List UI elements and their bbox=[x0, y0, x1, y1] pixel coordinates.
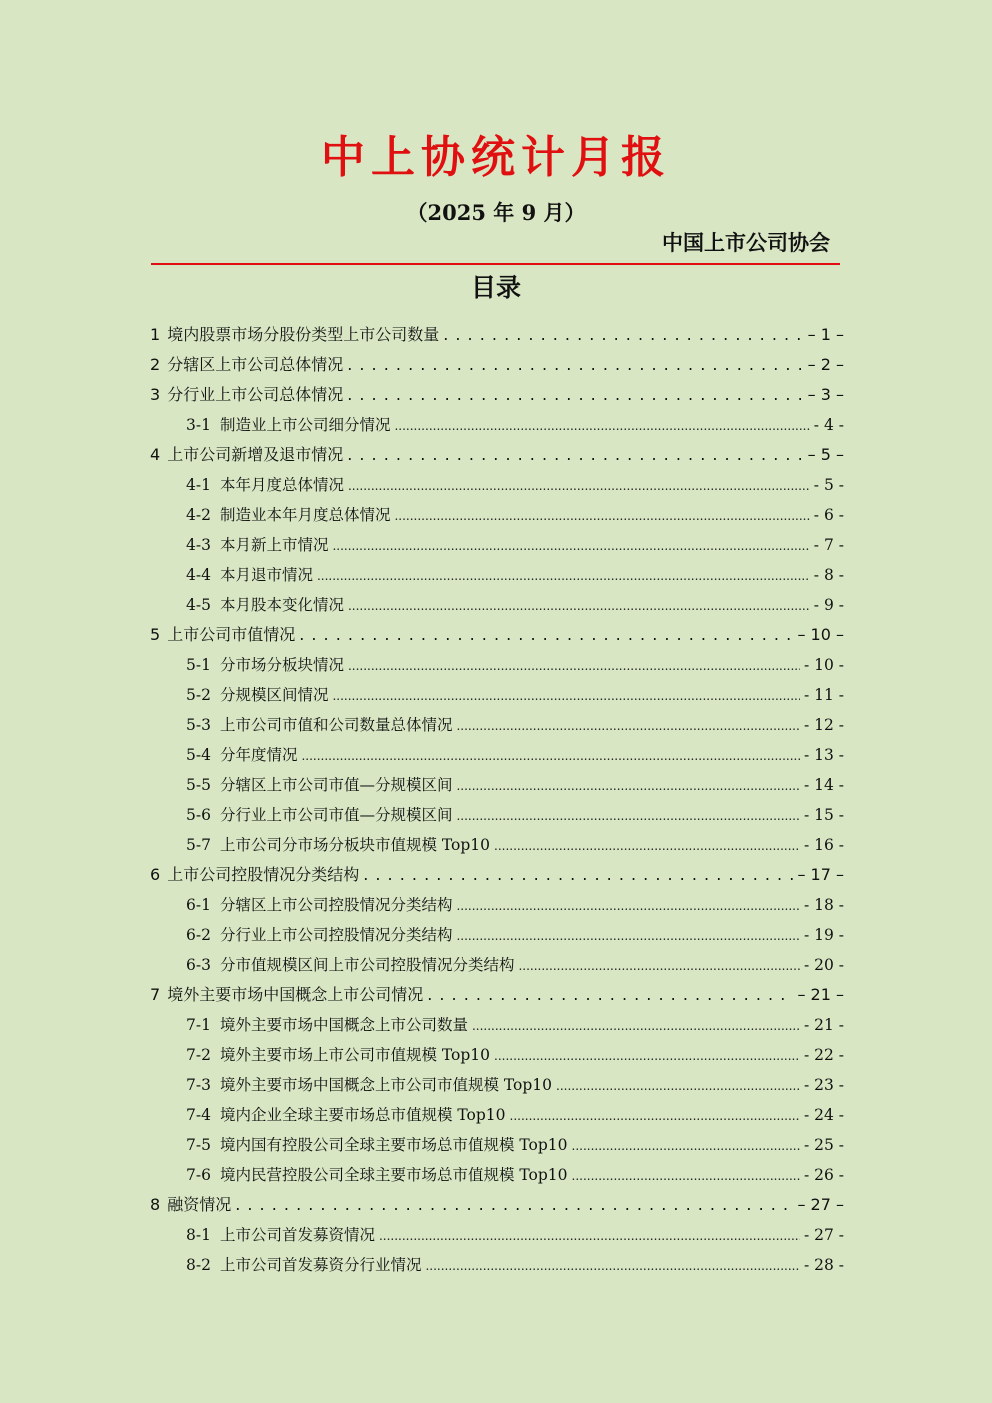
toc-entry-number: 7-2 bbox=[186, 1046, 211, 1064]
header-divider bbox=[151, 263, 840, 265]
toc-subsection-entry[interactable] bbox=[150, 800, 844, 830]
toc-entry-number: 5 bbox=[150, 625, 161, 644]
toc-entry-number: 4-1 bbox=[186, 476, 211, 494]
toc-page-number: - 4 - bbox=[813, 416, 844, 434]
toc-entry-title: 境外主要市场中国概念上市公司情况 bbox=[167, 985, 424, 1004]
toc-entry-title: 上市公司分市场分板块市值规模 Top10 bbox=[219, 836, 491, 854]
toc-entry-title: 本月退市情况 bbox=[219, 566, 313, 584]
toc-dot-leader bbox=[443, 320, 803, 350]
toc-dot-leader bbox=[456, 800, 799, 831]
toc-dot-leader bbox=[347, 350, 803, 380]
toc-dot-leader bbox=[425, 1250, 799, 1281]
toc-entry-title: 上市公司首发募资情况 bbox=[219, 1226, 375, 1244]
toc-dot-leader bbox=[456, 770, 799, 801]
toc-page-number: - 22 - bbox=[803, 1046, 844, 1064]
toc-subsection-entry[interactable] bbox=[150, 770, 844, 800]
toc-subsection-entry[interactable] bbox=[150, 410, 844, 440]
toc-page-number: - 7 - bbox=[813, 536, 844, 554]
toc-entry-title: 分辖区上市公司市值—分规模区间 bbox=[219, 776, 453, 794]
toc-entry-number: 5-4 bbox=[186, 746, 211, 764]
toc-page-number: - 24 - bbox=[803, 1106, 844, 1124]
toc-subsection-entry[interactable] bbox=[150, 470, 844, 500]
toc-entry-title: 分行业上市公司控股情况分类结构 bbox=[219, 926, 453, 944]
toc-entry-title: 上市公司新增及退市情况 bbox=[167, 445, 344, 464]
toc-subsection-entry[interactable] bbox=[150, 680, 844, 710]
toc-dot-leader bbox=[518, 950, 799, 981]
toc-dot-leader bbox=[347, 380, 803, 410]
toc-page-number: - 23 - bbox=[803, 1076, 844, 1094]
toc-entry-title: 分市场分板块情况 bbox=[219, 656, 344, 674]
toc-subsection-entry[interactable] bbox=[150, 890, 844, 920]
toc-section-entry[interactable] bbox=[150, 350, 844, 380]
toc-subsection-entry[interactable] bbox=[150, 1100, 844, 1130]
toc-entry-number: 5-6 bbox=[186, 806, 211, 824]
toc-entry-number: 8-2 bbox=[186, 1256, 211, 1274]
toc-dot-leader bbox=[494, 830, 800, 861]
toc-page-number: – 21 – bbox=[797, 985, 844, 1004]
toc-dot-leader bbox=[299, 620, 793, 650]
toc-entry-number: 5-3 bbox=[186, 716, 211, 734]
toc-dot-leader bbox=[347, 440, 803, 470]
toc-entry-title: 融资情况 bbox=[167, 1195, 232, 1214]
toc-subsection-entry[interactable] bbox=[150, 830, 844, 860]
toc-page-number: – 10 – bbox=[797, 625, 844, 644]
toc-page-number: - 16 - bbox=[803, 836, 844, 854]
toc-entry-number: 5-1 bbox=[186, 656, 211, 674]
toc-page-number: - 21 - bbox=[803, 1016, 844, 1034]
toc-dot-leader bbox=[494, 1040, 800, 1071]
toc-dot-leader bbox=[348, 650, 800, 681]
toc-entry-number: 7-3 bbox=[186, 1076, 211, 1094]
toc-entry-title: 境内民营控股公司全球主要市场总市值规模 Top10 bbox=[219, 1166, 568, 1184]
toc-subsection-entry[interactable] bbox=[150, 1250, 844, 1280]
toc-entry-number: 4-5 bbox=[186, 596, 211, 614]
toc-entry-title: 分规模区间情况 bbox=[219, 686, 329, 704]
toc-entry-number: 3 bbox=[150, 385, 161, 404]
toc-entry-title: 分行业上市公司总体情况 bbox=[167, 385, 344, 404]
toc-dot-leader bbox=[348, 470, 810, 501]
toc-entry-number: 8 bbox=[150, 1195, 161, 1214]
toc-dot-leader bbox=[510, 1100, 800, 1131]
toc-dot-leader bbox=[456, 920, 799, 951]
toc-page-number: - 15 - bbox=[803, 806, 844, 824]
toc-entry-number: 4-3 bbox=[186, 536, 211, 554]
toc-subsection-entry[interactable] bbox=[150, 500, 844, 530]
toc-entry-title: 分辖区上市公司总体情况 bbox=[167, 355, 344, 374]
toc-subsection-entry[interactable] bbox=[150, 1130, 844, 1160]
toc-entry-number: 8-1 bbox=[186, 1226, 211, 1244]
toc-entry-title: 境内国有控股公司全球主要市场总市值规模 Top10 bbox=[219, 1136, 568, 1154]
toc-dot-leader bbox=[394, 500, 809, 531]
toc-subsection-entry[interactable] bbox=[150, 1010, 844, 1040]
toc-entry-number: 5-7 bbox=[186, 836, 211, 854]
toc-subsection-entry[interactable] bbox=[150, 920, 844, 950]
toc-subsection-entry[interactable] bbox=[150, 710, 844, 740]
toc-page-number: - 20 - bbox=[803, 956, 844, 974]
toc-entry-number: 3-1 bbox=[186, 416, 211, 434]
table-of-contents bbox=[150, 320, 844, 1280]
toc-entry-number: 6-3 bbox=[186, 956, 211, 974]
toc-page-number: - 10 - bbox=[803, 656, 844, 674]
toc-entry-title: 本年月度总体情况 bbox=[219, 476, 344, 494]
toc-heading: 目录 bbox=[470, 273, 521, 302]
toc-page-number: - 28 - bbox=[803, 1256, 844, 1274]
toc-entry-title: 上市公司市值和公司数量总体情况 bbox=[219, 716, 453, 734]
toc-entry-number: 7-6 bbox=[186, 1166, 211, 1184]
report-period: （2025 年 9 月） bbox=[406, 200, 586, 225]
report-title: 中上协统计月报 bbox=[321, 132, 671, 183]
toc-subsection-entry[interactable] bbox=[150, 950, 844, 980]
toc-entry-title: 制造业上市公司细分情况 bbox=[219, 416, 391, 434]
toc-entry-title: 境内股票市场分股份类型上市公司数量 bbox=[167, 325, 440, 344]
toc-page-number: - 6 - bbox=[813, 506, 844, 524]
toc-subsection-entry[interactable] bbox=[150, 650, 844, 680]
toc-page-number: - 9 - bbox=[813, 596, 844, 614]
toc-dot-leader bbox=[427, 980, 793, 1010]
toc-entry-title: 本月新上市情况 bbox=[219, 536, 329, 554]
toc-page-number: - 14 - bbox=[803, 776, 844, 794]
toc-entry-title: 分辖区上市公司控股情况分类结构 bbox=[219, 896, 453, 914]
toc-entry-number: 7 bbox=[150, 985, 161, 1004]
toc-page-number: – 5 – bbox=[807, 445, 844, 464]
toc-section-entry[interactable] bbox=[150, 440, 844, 470]
toc-entry-number: 1 bbox=[150, 325, 161, 344]
toc-subsection-entry[interactable] bbox=[150, 1040, 844, 1070]
toc-entry-number: 6 bbox=[150, 865, 161, 884]
toc-entry-number: 6-1 bbox=[186, 896, 211, 914]
toc-section-entry[interactable] bbox=[150, 380, 844, 410]
toc-section-entry[interactable] bbox=[150, 860, 844, 890]
toc-entry-title: 境外主要市场中国概念上市公司市值规模 Top10 bbox=[219, 1076, 553, 1094]
toc-dot-leader bbox=[456, 890, 799, 921]
toc-entry-title: 分市值规模区间上市公司控股情况分类结构 bbox=[219, 956, 515, 974]
toc-page-number: – 3 – bbox=[807, 385, 844, 404]
toc-entry-number: 2 bbox=[150, 355, 161, 374]
toc-entry-title: 制造业本年月度总体情况 bbox=[219, 506, 391, 524]
toc-dot-leader bbox=[332, 680, 799, 711]
toc-entry-title: 上市公司首发募资分行业情况 bbox=[219, 1256, 422, 1274]
toc-dot-leader bbox=[301, 740, 799, 771]
toc-entry-number: 4 bbox=[150, 445, 161, 464]
toc-entry-title: 分行业上市公司市值—分规模区间 bbox=[219, 806, 453, 824]
toc-page-number: - 25 - bbox=[803, 1136, 844, 1154]
toc-dot-leader bbox=[363, 860, 793, 890]
toc-entry-number: 4-2 bbox=[186, 506, 211, 524]
toc-entry-number: 7-4 bbox=[186, 1106, 211, 1124]
toc-subsection-entry[interactable] bbox=[150, 530, 844, 560]
toc-dot-leader bbox=[348, 590, 810, 621]
toc-section-entry[interactable] bbox=[150, 980, 844, 1010]
toc-subsection-entry[interactable] bbox=[150, 1220, 844, 1250]
toc-entry-number: 6-2 bbox=[186, 926, 211, 944]
toc-entry-number: 7-5 bbox=[186, 1136, 211, 1154]
toc-page-number: - 13 - bbox=[803, 746, 844, 764]
toc-subsection-entry[interactable] bbox=[150, 1070, 844, 1100]
toc-subsection-entry[interactable] bbox=[150, 1160, 844, 1190]
toc-entry-title: 本月股本变化情况 bbox=[219, 596, 344, 614]
toc-page-number: - 8 - bbox=[813, 566, 844, 584]
toc-page-number: - 5 - bbox=[813, 476, 844, 494]
toc-section-entry[interactable] bbox=[150, 620, 844, 650]
toc-entry-number: 7-1 bbox=[186, 1016, 211, 1034]
toc-section-entry[interactable] bbox=[150, 1190, 844, 1220]
toc-dot-leader bbox=[472, 1010, 800, 1041]
toc-subsection-entry[interactable] bbox=[150, 590, 844, 620]
toc-entry-title: 上市公司控股情况分类结构 bbox=[167, 865, 360, 884]
publisher-name: 中国上市公司协会 bbox=[662, 231, 830, 255]
toc-page-number: - 11 - bbox=[803, 686, 844, 704]
toc-page-number: - 18 - bbox=[803, 896, 844, 914]
toc-dot-leader bbox=[456, 710, 799, 741]
toc-entry-number: 5-2 bbox=[186, 686, 211, 704]
toc-dot-leader bbox=[332, 530, 809, 561]
toc-page-number: – 1 – bbox=[807, 325, 844, 344]
toc-page-number: – 17 – bbox=[797, 865, 844, 884]
toc-page-number: – 27 – bbox=[797, 1195, 844, 1214]
toc-page-number: – 2 – bbox=[807, 355, 844, 374]
toc-page-number: - 19 - bbox=[803, 926, 844, 944]
toc-dot-leader bbox=[235, 1190, 793, 1220]
toc-dot-leader bbox=[317, 560, 810, 591]
toc-dot-leader bbox=[556, 1070, 800, 1101]
toc-entry-title: 上市公司市值情况 bbox=[167, 625, 296, 644]
toc-dot-leader bbox=[572, 1130, 800, 1161]
toc-page-number: - 27 - bbox=[803, 1226, 844, 1244]
toc-section-entry[interactable] bbox=[150, 320, 844, 350]
toc-subsection-entry[interactable] bbox=[150, 740, 844, 770]
toc-entry-title: 境外主要市场上市公司市值规模 Top10 bbox=[219, 1046, 491, 1064]
toc-page-number: - 26 - bbox=[803, 1166, 844, 1184]
toc-dot-leader bbox=[379, 1220, 800, 1251]
toc-dot-leader bbox=[394, 410, 809, 441]
toc-entry-number: 5-5 bbox=[186, 776, 211, 794]
toc-entry-title: 分年度情况 bbox=[219, 746, 298, 764]
toc-dot-leader bbox=[572, 1160, 800, 1191]
toc-entry-title: 境内企业全球主要市场总市值规模 Top10 bbox=[219, 1106, 506, 1124]
toc-subsection-entry[interactable] bbox=[150, 560, 844, 590]
toc-entry-title: 境外主要市场中国概念上市公司数量 bbox=[219, 1016, 468, 1034]
toc-page-number: - 12 - bbox=[803, 716, 844, 734]
toc-entry-number: 4-4 bbox=[186, 566, 211, 584]
